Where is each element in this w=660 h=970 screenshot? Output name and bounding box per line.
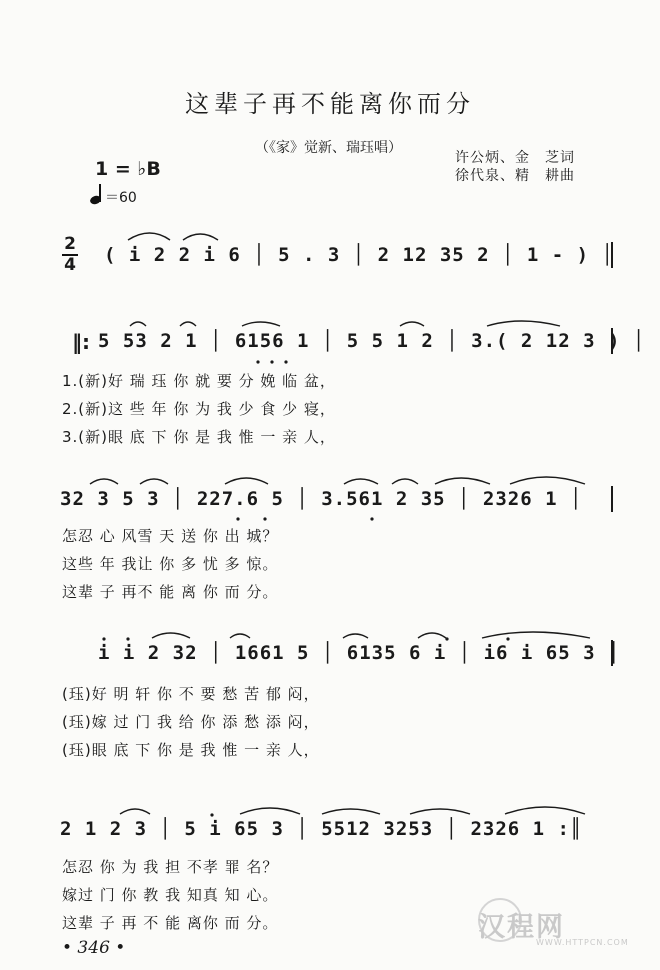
slur-mark: [322, 809, 380, 814]
slur-mark: [435, 478, 490, 484]
slur-mark: [410, 809, 470, 814]
song-subtitle: （《家》觉新、瑞珏唱）: [255, 140, 402, 156]
slur-mark: [128, 233, 170, 240]
key-signature: 1 = ♭B: [95, 158, 161, 180]
system-5-lyric-verse-2: 嫁过 门 你 教 我 知真 知 心。: [62, 886, 279, 904]
system-3-lyric-verse-1: 怎忍 心 风雪 天 送 你 出 城？: [62, 527, 279, 545]
repeat-start-sign: ‖:: [72, 330, 90, 354]
slur-mark: [225, 478, 268, 484]
slur-mark: [120, 809, 150, 814]
slur-mark: [482, 632, 590, 638]
system-5-lyric-verse-3: 这辈 子 再 不 能 离你 而 分。: [62, 914, 279, 932]
time-signature-bottom: 4: [64, 255, 76, 275]
octave-dot: [263, 517, 266, 520]
watermark-text: 汉程网: [478, 912, 565, 943]
octave-dot: [210, 813, 213, 816]
system-2-lyric-verse-3: 3.(新)眼 底 下 你 是 我 惟 一 亲 人，: [62, 428, 336, 446]
slur-mark: [230, 634, 250, 638]
lyricist-credit: 许公炳、金 芝词: [455, 150, 575, 166]
octave-dot: [126, 637, 129, 640]
slur-mark: [505, 807, 585, 814]
song-title: 这辈子再不能离你而分: [185, 90, 475, 118]
slur-mark: [400, 322, 424, 326]
system-4-lyric-verse-1: (珏)好 明 轩 你 不 要 愁 苦 郁 闷，: [62, 685, 320, 703]
composer-credit: 徐代泉、精 耕曲: [455, 168, 575, 184]
slur-mark: [510, 477, 585, 484]
octave-dot: [236, 517, 239, 520]
octave-dot: [284, 360, 287, 363]
slur-mark: [242, 322, 280, 326]
slur-mark: [183, 234, 218, 240]
system-5-lyric-verse-1: 怎忍 你 为 我 担 不孝 罪 名？: [62, 858, 279, 876]
slur-mark: [130, 322, 146, 326]
system-1-notes: ( i 2 2 i 6 │ 5 . 3 │ 2 12 35 2 │ 1 - ) │: [104, 244, 614, 266]
system-3-notes: 32 3 5 3 │ 227.6 5 │ 3.561 2 35 │ 2326 1 │: [60, 488, 583, 510]
slur-mark: [180, 322, 196, 326]
slur-mark: [90, 479, 118, 484]
system-4-lyric-verse-2: (珏)嫁 过 门 我 给 你 添 愁 添 闷，: [62, 713, 320, 731]
time-signature-top: 2: [64, 234, 76, 254]
slur-mark: [152, 633, 190, 638]
slur-mark: [344, 479, 378, 484]
octave-dot: [270, 360, 273, 363]
octave-dot: [370, 517, 373, 520]
system-5-notes: 2 1 2 3 │ 5 i 65 3 │ 5512 3253 │ 2326 1 :║: [60, 818, 583, 840]
slur-mark: [418, 633, 446, 638]
system-2-lyric-verse-2: 2.(新)这 些 年 你 为 我 少 食 少 寝，: [62, 400, 336, 418]
system-2-lyric-verse-1: 1.(新)好 瑞 珏 你 就 要 分 娩 临 盆，: [62, 372, 336, 390]
slur-mark: [487, 321, 560, 326]
system-3-lyric-verse-3: 这辈 子 再不 能 离 你 而 分。: [62, 583, 279, 601]
system-4-notes: i i 2 32 │ 1661 5 │ 6135 6 i │ i6 i 65 3 │: [98, 642, 621, 664]
system-4-lyric-verse-3: (珏)眼 底 下 你 是 我 惟 一 亲 人，: [62, 741, 320, 759]
slur-mark: [240, 808, 300, 814]
watermark-url: WWW.HTTPCN.COM: [536, 938, 629, 947]
slur-mark: [343, 634, 368, 638]
page-number: • 346 •: [62, 938, 126, 958]
octave-dot: [445, 637, 448, 640]
octave-dot: [256, 360, 259, 363]
system-2-notes: 5 53 2 1 │ 6156 1 │ 5 5 1 2 │ 3.( 2 12 3 ) │: [98, 330, 646, 352]
slur-mark: [140, 479, 168, 484]
system-3-lyric-verse-2: 这些 年 我让 你 多 忧 多 惊。: [62, 555, 279, 573]
octave-dot: [506, 637, 509, 640]
tempo-value: ＝60: [104, 190, 137, 206]
slur-mark: [392, 479, 418, 484]
octave-dot: [102, 637, 105, 640]
